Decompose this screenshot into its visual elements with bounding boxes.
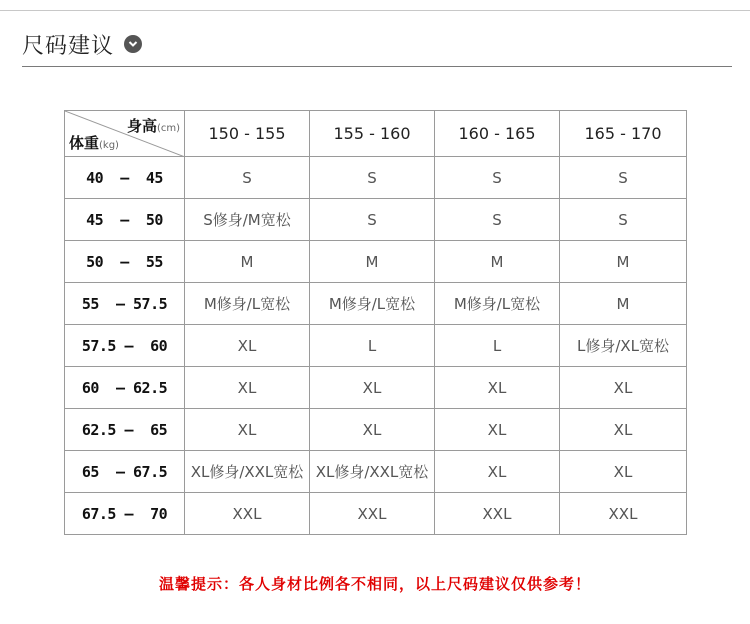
size-cell: S bbox=[435, 157, 560, 199]
weight-range-cell: 62.5 – 65 bbox=[65, 409, 185, 451]
size-cell: M bbox=[560, 241, 687, 283]
size-cell: XL bbox=[310, 409, 435, 451]
section-header bbox=[22, 22, 732, 67]
size-cell: L bbox=[435, 325, 560, 367]
weight-range-cell: 40 – 45 bbox=[65, 157, 185, 199]
chevron-down-icon[interactable] bbox=[124, 35, 142, 53]
top-divider bbox=[0, 10, 750, 11]
size-cell: XL bbox=[560, 451, 687, 493]
size-cell: XL bbox=[185, 367, 310, 409]
size-cell: S修身/M宽松 bbox=[185, 199, 310, 241]
size-table bbox=[64, 110, 687, 535]
size-cell: M修身/L宽松 bbox=[435, 283, 560, 325]
column-header: 160 - 165 bbox=[435, 111, 560, 157]
size-cell: M bbox=[435, 241, 560, 283]
size-cell: XL bbox=[560, 409, 687, 451]
table-header-row bbox=[65, 111, 687, 157]
weight-range-cell: 45 – 50 bbox=[65, 199, 185, 241]
table-row bbox=[65, 199, 687, 241]
size-cell: XXL bbox=[185, 493, 310, 535]
size-cell: XXL bbox=[435, 493, 560, 535]
table-row bbox=[65, 493, 687, 535]
size-cell: XL bbox=[435, 409, 560, 451]
table-row bbox=[65, 241, 687, 283]
size-cell: M bbox=[560, 283, 687, 325]
weight-range-cell: 65 – 67.5 bbox=[65, 451, 185, 493]
weight-axis-label: 体重(kg) bbox=[69, 134, 119, 152]
size-cell: L修身/XL宽松 bbox=[560, 325, 687, 367]
size-cell: XL修身/XXL宽松 bbox=[310, 451, 435, 493]
size-cell: L bbox=[310, 325, 435, 367]
table-row bbox=[65, 451, 687, 493]
height-axis-label: 身高(cm) bbox=[126, 117, 180, 135]
size-cell: S bbox=[310, 199, 435, 241]
size-cell: S bbox=[185, 157, 310, 199]
size-cell: M bbox=[185, 241, 310, 283]
size-cell: XL bbox=[560, 367, 687, 409]
weight-range-cell: 57.5 – 60 bbox=[65, 325, 185, 367]
corner-cell bbox=[65, 111, 185, 157]
size-cell: XL修身/XXL宽松 bbox=[185, 451, 310, 493]
weight-range-cell: 50 – 55 bbox=[65, 241, 185, 283]
table-row bbox=[65, 409, 687, 451]
size-cell: XL bbox=[185, 325, 310, 367]
section-title: 尺码建议 bbox=[22, 33, 115, 59]
size-cell: XL bbox=[310, 367, 435, 409]
size-cell: XL bbox=[435, 367, 560, 409]
table-row bbox=[65, 157, 687, 199]
size-cell: XXL bbox=[310, 493, 435, 535]
weight-range-cell: 60 – 62.5 bbox=[65, 367, 185, 409]
column-header: 150 - 155 bbox=[185, 111, 310, 157]
size-cell: S bbox=[560, 199, 687, 241]
size-cell: XXL bbox=[560, 493, 687, 535]
table-row bbox=[65, 367, 687, 409]
column-header: 165 - 170 bbox=[560, 111, 687, 157]
table-row bbox=[65, 325, 687, 367]
size-cell: XL bbox=[185, 409, 310, 451]
weight-range-cell: 55 – 57.5 bbox=[65, 283, 185, 325]
size-cell: S bbox=[310, 157, 435, 199]
tip-text: 温馨提示：各人身材比例各不相同，以上尺码建议仅供参考！ bbox=[158, 575, 591, 593]
size-cell: S bbox=[560, 157, 687, 199]
size-cell: S bbox=[435, 199, 560, 241]
column-header: 155 - 160 bbox=[310, 111, 435, 157]
weight-range-cell: 67.5 – 70 bbox=[65, 493, 185, 535]
size-cell: M bbox=[310, 241, 435, 283]
size-cell: XL bbox=[435, 451, 560, 493]
size-cell: M修身/L宽松 bbox=[310, 283, 435, 325]
size-cell: M修身/L宽松 bbox=[185, 283, 310, 325]
table-row bbox=[65, 283, 687, 325]
